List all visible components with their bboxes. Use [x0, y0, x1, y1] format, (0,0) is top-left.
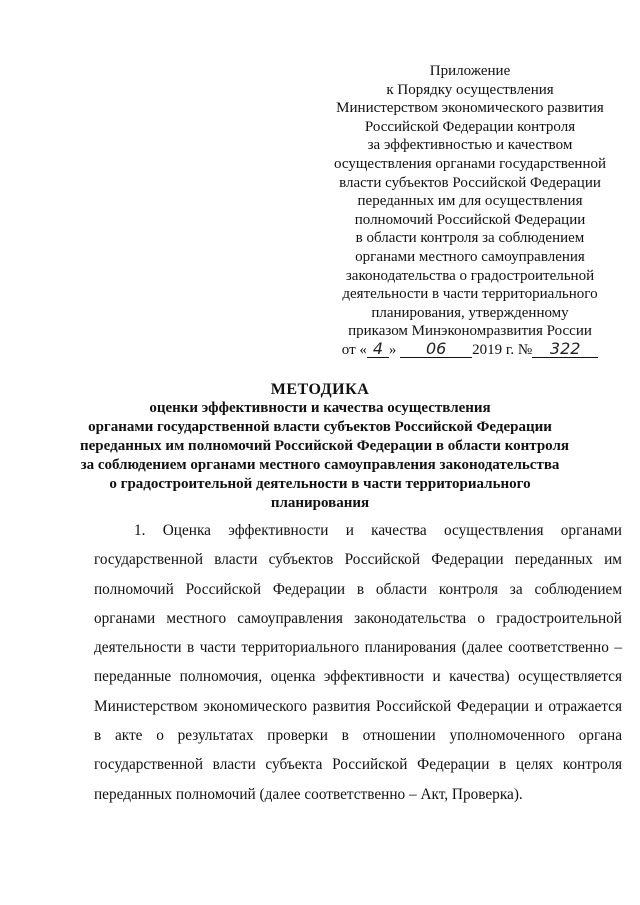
appendix-line: приказом Минэкономразвития России	[348, 323, 592, 340]
appendix-line: деятельности в части территориального	[342, 286, 598, 303]
appendix-header	[320, 62, 620, 360]
appendix-line: к Порядку осуществления	[386, 81, 554, 98]
date-prefix: от «	[341, 341, 367, 358]
title-line: оценки эффективности и качества осуществления	[149, 400, 491, 416]
appendix-line: власти субъектов Российской Федерации	[339, 174, 601, 191]
title-line: органами государственной власти субъектов Российской Федерации	[88, 419, 552, 435]
date-mid: »	[388, 341, 397, 358]
order-year-number-label: 2019 г. №	[472, 341, 533, 358]
title-heading: МЕТОДИКА	[270, 381, 370, 398]
appendix-line: осуществления органами государственной	[333, 155, 607, 172]
title-line: за соблюдением органами местного самоуправления законодательства	[80, 457, 560, 473]
order-number-handwritten: 322	[532, 341, 598, 358]
document-title	[80, 380, 570, 513]
order-month-handwritten: 06	[400, 341, 472, 358]
appendix-line: законодательства о градостроительной	[345, 267, 595, 284]
appendix-line: Российской Федерации контроля	[364, 118, 576, 135]
title-line: планирования	[270, 495, 370, 511]
appendix-line: планирования, утвержденному	[371, 304, 569, 321]
appendix-line: за эффективностью и качеством	[367, 137, 573, 154]
appendix-line: в области контроля за соблюдением	[355, 230, 585, 247]
order-date-line	[320, 338, 620, 360]
appendix-line: полномочий Российской Федерации	[354, 211, 586, 228]
appendix-line: Министерством экономического развития	[336, 100, 604, 117]
paragraph-1: 1. Оценка эффективности и качества осуществления органами государственной власти субъектов Российской Федерации переданных им полномочий Российской Федерации в области контроля за соблюдением органами местного самоуправления законодательства о градостроительной деятельности в части территориального планирования (далее соответственно – переданные полномочия, оценка эффективности и качества) осуществляется Министерством экономического развития Российской Федерации и отражается в акте о результатах проверки в отношении уполномоченного органа государственной власти субъекта Российской Федерации в целях контроля переданных полномочий (далее соответственно – Акт, Проверка).	[94, 522, 622, 803]
appendix-line: органами местного самоуправления	[355, 248, 585, 265]
title-line: о градостроительной деятельности в части территориального	[109, 476, 531, 492]
title-line: переданных им полномочий Российской Федерации в области контроля	[80, 438, 570, 454]
appendix-line: Приложение	[429, 63, 511, 79]
order-day-handwritten: 4	[367, 341, 389, 358]
appendix-line: переданных им для осуществления	[357, 193, 583, 210]
